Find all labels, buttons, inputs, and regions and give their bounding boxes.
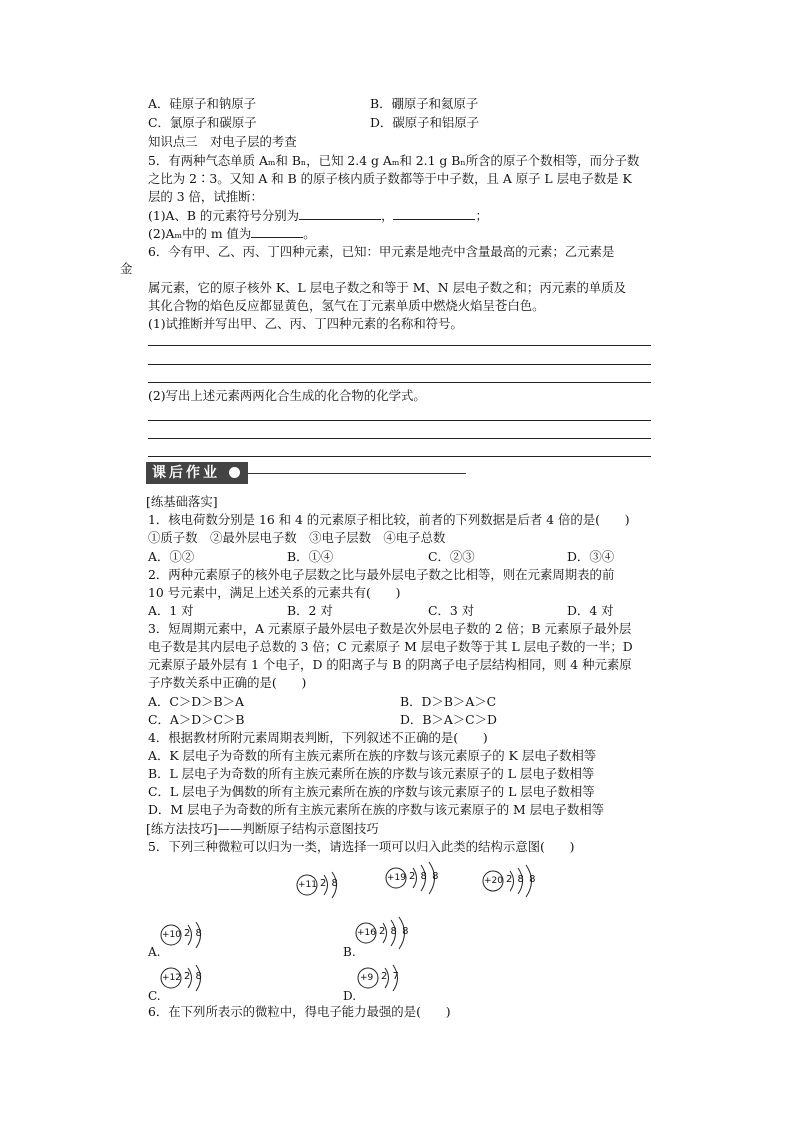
answer-line[interactable] — [148, 438, 651, 439]
p3-option-c[interactable]: C．A＞D＞C＞B — [148, 712, 245, 727]
p4-option-b[interactable]: B．L 层电子为奇数的所有主族元素所在族的序数与该元素原子的 L 层电子数相等 — [148, 766, 595, 781]
section3-title: 知识点三 对电子层的考查 — [148, 134, 297, 149]
q4-option-a: A．硅原子和钠原子 — [148, 96, 257, 111]
p1-items: ①质子数 ②最外层电子数 ③电子层数 ④电子总数 — [148, 530, 446, 545]
p1-option-b[interactable]: B．①④ — [287, 549, 334, 564]
q5-line2: 之比为 2∶3。又知 A 和 B 的原子核内质子数都等于中子数，且 A 原子 L 层电子数是 K — [148, 171, 632, 186]
q5-sub1 — [148, 207, 488, 224]
q5-sub2-end: 。 — [303, 226, 316, 241]
p4-stem: 4．根据教材所附元素周期表判断，下列叙述不正确的是( ) — [148, 730, 488, 745]
q5-sub1-prefix: (1)A、B 的元素符号分别为 — [148, 208, 300, 223]
nucleus-charge: +11 — [298, 880, 317, 890]
q6-sub2: (2)写出上述元素两两化合生成的化合物的化学式。 — [148, 388, 426, 403]
p3-line2: 电子数是其内层电子总数的 3 倍；C 元素原子 M 层电子数等于其 L 层电子数的一半；D — [148, 639, 633, 654]
p2-option-c[interactable]: C．3 对 — [428, 603, 475, 618]
p2-option-d[interactable]: D．4 对 — [567, 603, 614, 618]
answer-blank-b[interactable] — [393, 207, 475, 220]
q6-margin-char: 金 — [120, 261, 133, 276]
nucleus-charge: +19 — [387, 873, 406, 883]
p1-stem: 1．核电荷数分别是 16 和 4 的元素原子相比较，前者的下列数据是后者 4 倍的是( ) — [148, 512, 630, 527]
shell-electrons: 2 8 8 — [379, 926, 410, 937]
nucleus-charge: +20 — [484, 876, 503, 886]
p4-option-a[interactable]: A．K 层电子为奇数的所有主族元素所在族的序数与该元素原子的 K 层电子数相等 — [148, 748, 597, 763]
shell-electrons: 2 8 — [320, 878, 339, 889]
nucleus-charge: +12 — [162, 973, 181, 983]
p2-line2: 10 号元素中，满足上述关系的元素共有( ) — [148, 585, 401, 600]
q5-line3: 层的 3 倍，试推断： — [148, 189, 263, 204]
nucleus-charge: +10 — [162, 930, 181, 940]
q4-option-d: D．碳原子和铝原子 — [370, 115, 480, 130]
p4-option-c[interactable]: C．L 层电子为偶数的所有主族元素所在族的序数与该元素原子的 L 层电子数相等 — [148, 784, 595, 799]
answer-line[interactable] — [148, 420, 651, 421]
p2-option-b[interactable]: B．2 对 — [287, 603, 333, 618]
basic-heading: [练基础落实] — [146, 494, 218, 509]
p3-option-d[interactable]: D．B＞A＞C＞D — [400, 712, 497, 727]
q6-sub1: (1)试推断并写出甲、乙、丙、丁四种元素的名称和符号。 — [148, 316, 463, 331]
answer-line[interactable] — [148, 456, 651, 457]
p3-option-a[interactable]: A．C＞D＞B＞A — [148, 694, 244, 709]
q6-line2: 属元素，它的原子核外 K、L 层电子数之和等于 M、N 层电子数之和；丙元素的单质及 — [148, 280, 627, 295]
q5-sub2-prefix: (2)Aₘ中的 m 值为 — [148, 226, 252, 241]
p1-option-a[interactable]: A．①② — [148, 549, 195, 564]
homework-banner-title: 课后作业 — [152, 465, 220, 481]
answer-line[interactable] — [148, 364, 651, 365]
shell-electrons: 2 7 — [381, 971, 400, 982]
shell-electrons: 2 8 — [184, 971, 203, 982]
p3-option-b[interactable]: B．D＞B＞A＞C — [400, 694, 497, 709]
answer-line[interactable] — [148, 382, 651, 383]
p4-option-d[interactable]: D．M 层电子为奇数的所有主族元素所在族的序数与该元素原子的 M 层电子数相等 — [148, 802, 605, 817]
p3-line3: 元素原子最外层有 1 个电子，D 的阳离子与 B 的阴离子电子层结构相同，则 4 种元素原 — [148, 657, 632, 672]
q4-option-c: C．氯原子和碳原子 — [148, 115, 257, 130]
answer-line[interactable] — [148, 345, 651, 346]
p5-option-a-letter[interactable]: A. — [148, 945, 161, 959]
shell-electrons: 2 8 8 — [409, 871, 440, 882]
q5-sub1-end: ； — [475, 208, 488, 223]
q6-line1: 6．今有甲、乙、丙、丁四种元素，已知：甲元素是地壳中含量最高的元素；乙元素是 — [148, 244, 615, 259]
nucleus-charge: +9 — [360, 973, 374, 983]
shell-electrons: 2 8 8 — [506, 874, 537, 885]
answer-blank-a[interactable] — [299, 207, 381, 220]
method-heading: [练方法技巧]——判断原子结构示意图技巧 — [146, 821, 379, 836]
p5-option-d-letter[interactable]: D. — [343, 989, 357, 1003]
banner-divider — [248, 473, 466, 474]
shell-electrons: 2 8 — [184, 928, 203, 939]
answer-blank-m[interactable] — [251, 225, 303, 238]
p6-stem: 6．在下列所表示的微粒中，得电子能力最强的是( ) — [148, 1004, 451, 1019]
p2-option-a[interactable]: A．1 对 — [148, 603, 194, 618]
p1-option-d[interactable]: D．③④ — [567, 549, 615, 564]
q4-option-b: B．硼原子和氦原子 — [370, 96, 479, 111]
p1-option-c[interactable]: C．②③ — [428, 549, 475, 564]
p5-stem: 5．下列三种微粒可以归为一类，请选择一项可以归入此类的结构示意图( ) — [148, 839, 575, 854]
p3-line4: 子序数关系中正确的是( ) — [148, 675, 307, 690]
nucleus-charge: +16 — [357, 928, 376, 938]
p5-option-c-letter[interactable]: C. — [148, 989, 161, 1003]
p5-option-b-letter[interactable]: B. — [343, 945, 356, 959]
banner-dot-icon — [229, 467, 240, 478]
q5-sub1-sep: ， — [381, 208, 394, 223]
p3-line1: 3．短周期元素中，A 元素原子最外层电子数是次外层电子数的 2 倍；B 元素原子最外层 — [148, 621, 632, 636]
q6-line3: 其化合物的焰色反应都显黄色，氢气在丁元素单质中燃烧火焰呈苍白色。 — [148, 298, 545, 313]
p2-line1: 2．两种元素原子的核外电子层数之比与最外层电子数之比相等，则在元素周期表的前 — [148, 567, 615, 582]
q5-sub2 — [148, 225, 316, 242]
q5-line1: 5．有两种气态单质 Aₘ和 Bₙ，已知 2.4 g Aₘ和 2.1 g Bₙ所含的原子个数相等，而分子数 — [148, 153, 640, 168]
